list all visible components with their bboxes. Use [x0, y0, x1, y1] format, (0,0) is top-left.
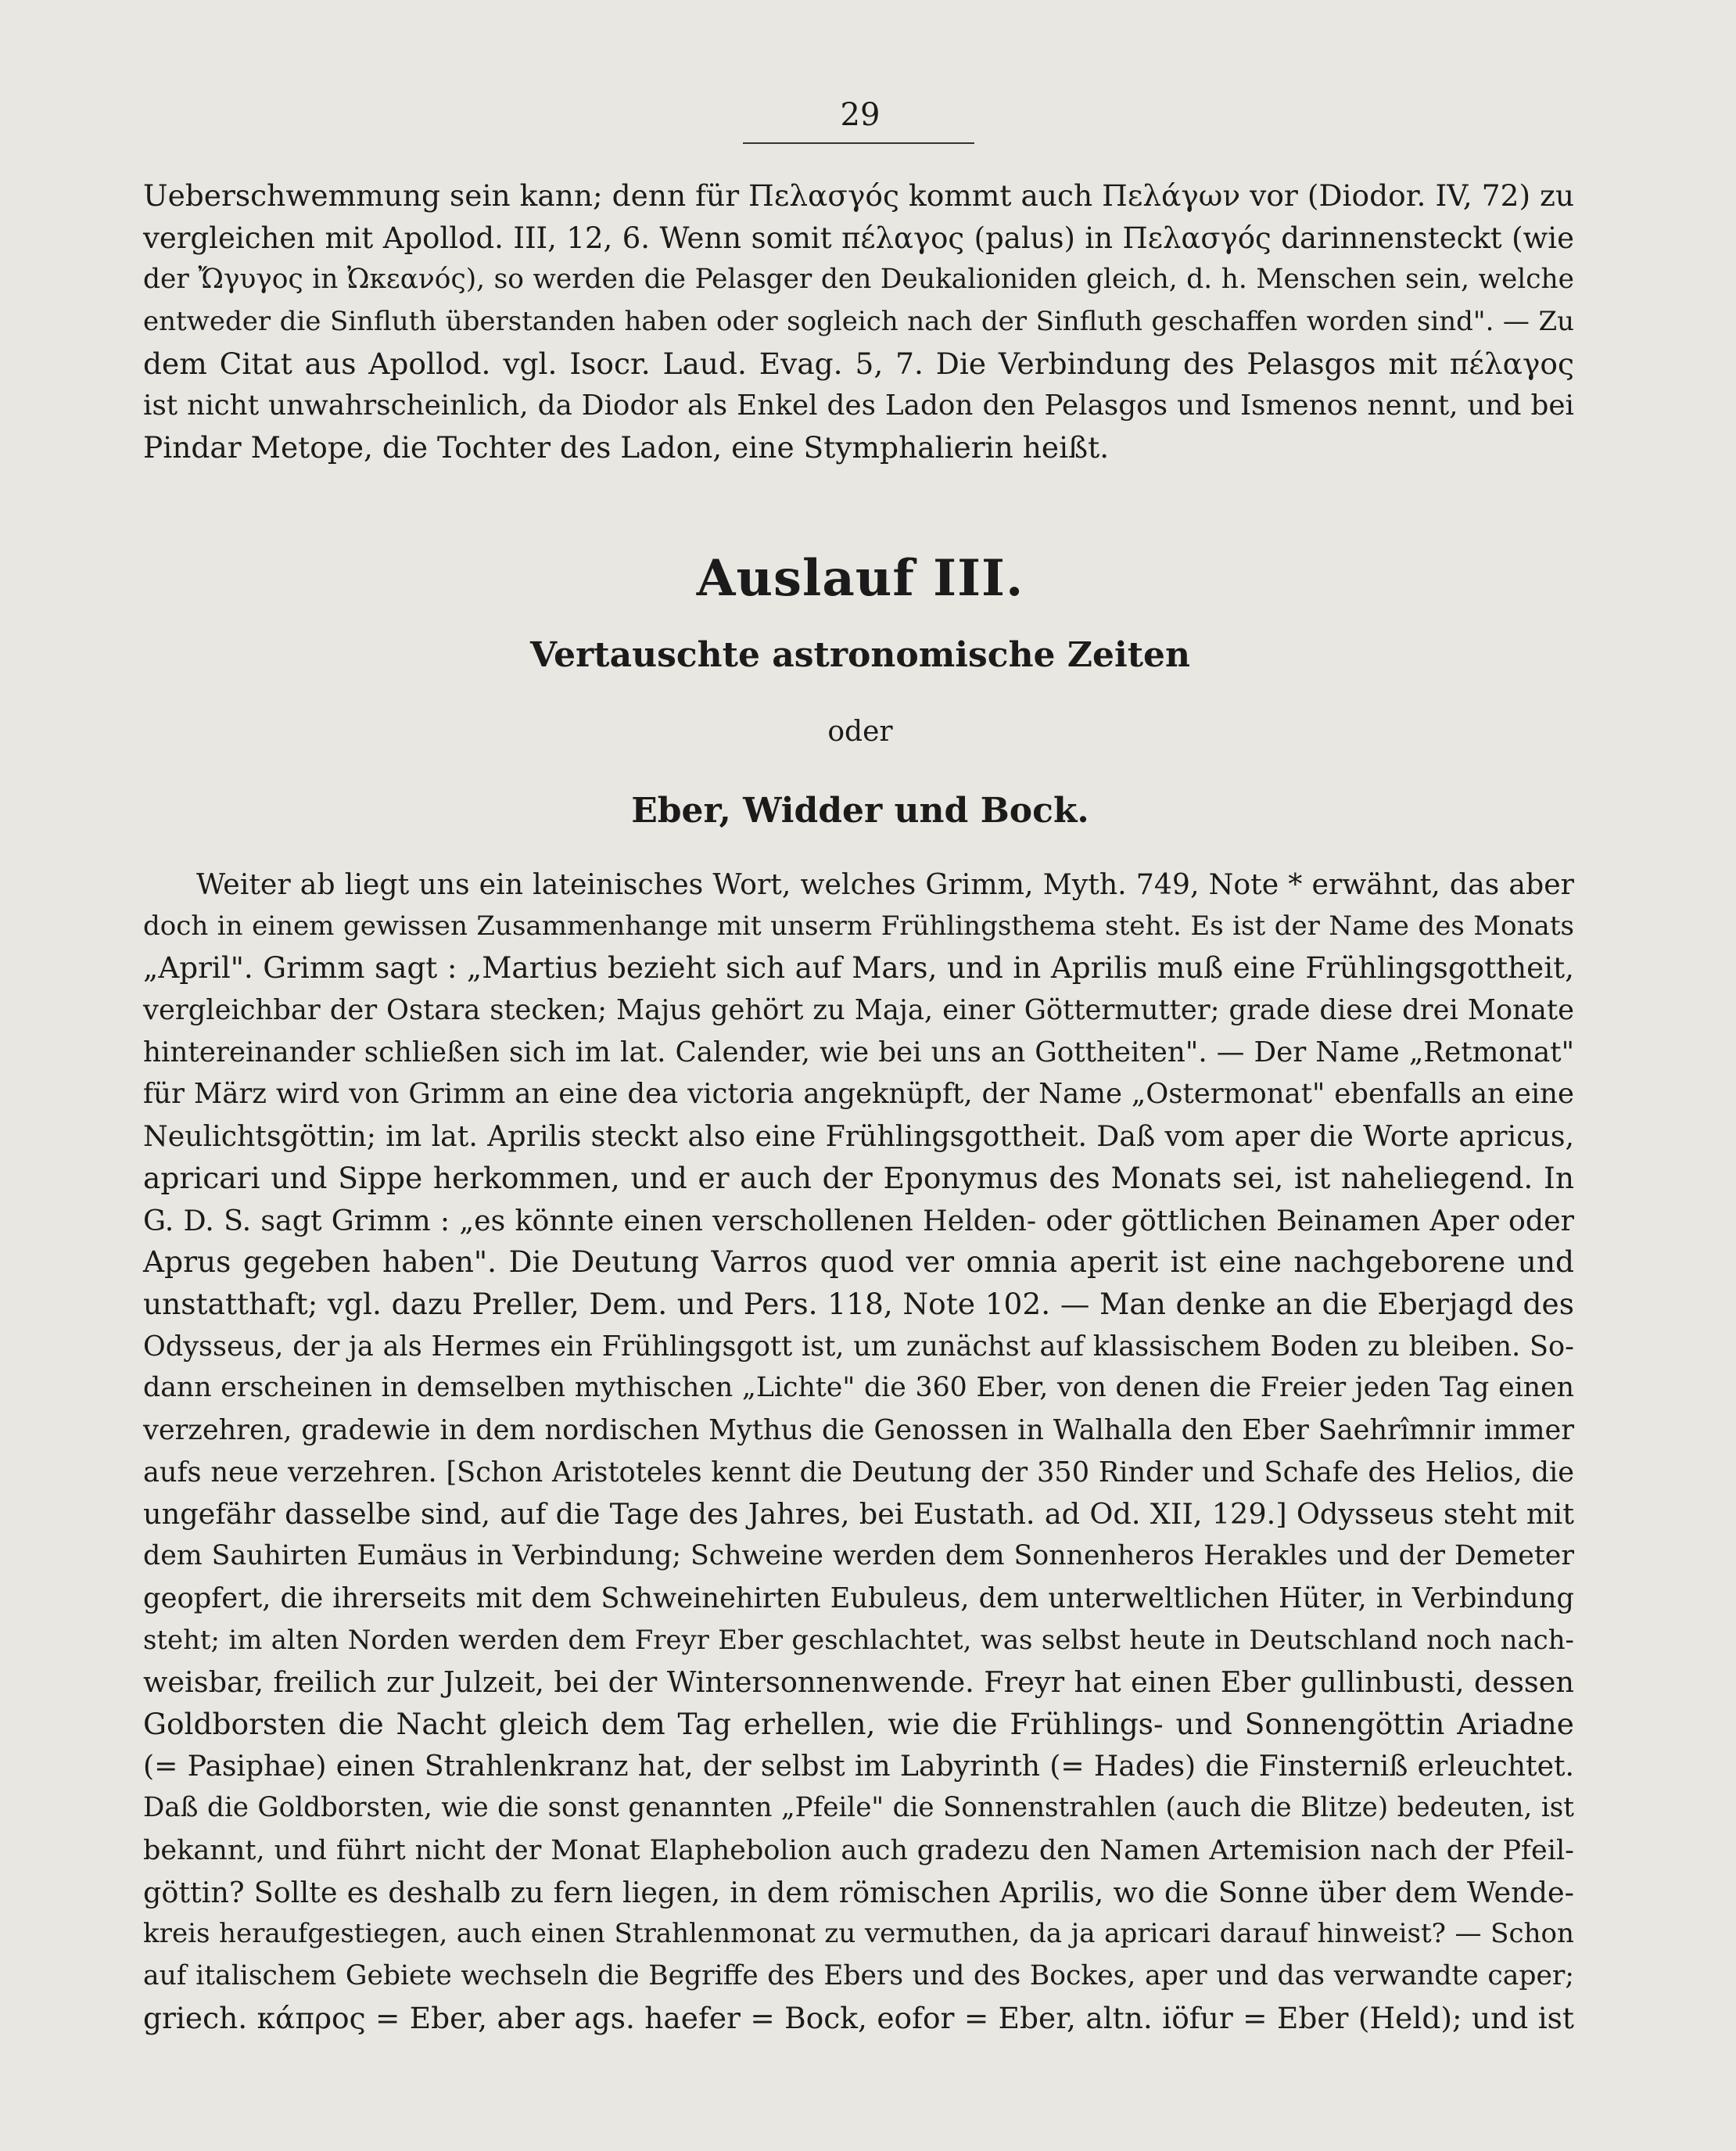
text-line: verzehren, gradewie in dem nordischen Mythus die Genossen in Walhalla den Eber Saehrîmnir immer	[143, 1413, 1574, 1446]
text-line: entweder die Sinfluth überstanden haben oder sogleich nach der Sinfluth geschaffen worden sind". — Zu	[143, 306, 1574, 338]
text-line: „April". Grimm sagt : „Martius bezieht sich auf Mars, und in Aprilis muß eine Frühlingsgottheit,	[143, 950, 1574, 986]
text-line: Goldborsten die Nacht gleich dem Tag erhellen, wie die Frühlings- und Sonnengöttin Ariadne	[143, 1706, 1574, 1741]
text-line: G. D. S. sagt Grimm : „es könnte einen verschollenen Helden- oder göttlichen Beinamen Aper oder	[143, 1203, 1574, 1237]
section-title: Auslauf III.	[696, 549, 1024, 608]
text-line: Weiter ab liegt uns ein lateinisches Wort, welches Grimm, Myth. 749, Note * erwähnt, das aber	[196, 867, 1574, 901]
text-line: auf italischem Gebiete wechseln die Begriffe des Ebers und des Bockes, aper und das verwandte caper;	[143, 1959, 1574, 1991]
text-line: göttin? Sollte es deshalb zu fern liegen, in dem römischen Aprilis, wo die Sonne über dem Wende-	[143, 1875, 1574, 1909]
paragraph-continued	[143, 175, 1574, 469]
text-line: (= Pasiphae) einen Strahlenkranz hat, der selbst im Labyrinth (= Hades) die Finsterniß erleuchtet.	[143, 1749, 1574, 1783]
text-line: für März wird von Grimm an eine dea victoria angeknüpft, der Name „Ostermonat" ebenfalls an eine	[143, 1078, 1574, 1111]
text-line: vergleichbar der Ostara stecken; Majus gehört zu Maja, einer Göttermutter; grade diese drei Monate	[143, 994, 1574, 1027]
text-line: Neulichtsgöttin; im lat. Aprilis steckt also eine Frühlingsgottheit. Daß vom aper die Worte apricus,	[143, 1119, 1574, 1154]
text-line: dem Sauhirten Eumäus in Verbindung; Schweine werden dem Sonnenheros Herakles und der Demeter	[143, 1540, 1574, 1571]
text-line: der Ὤγυγος in Ὠκεανός), so werden die Pelasger den Deukalioniden gleich, d. h. Menschen sein, welche	[143, 264, 1574, 296]
page-number: 29	[840, 97, 881, 133]
header-rule	[743, 142, 974, 144]
paragraph-main	[143, 864, 1574, 2039]
text-line: ist nicht unwahrscheinlich, da Diodor als Enkel des Ladon den Pelasgos und Ismenos nennt, und bei	[143, 390, 1574, 422]
text-line: Ueberschwemmung sein kann; denn für Πελασγός kommt auch Πελάγων vor (Diodor. IV, 72) zu	[143, 178, 1574, 213]
text-line: hintereinander schließen sich im lat. Calender, wie bei uns an Gottheiten". — Der Name „Retmonat"	[143, 1036, 1574, 1068]
text-line: Daß die Goldborsten, wie die sonst genannten „Pfeile" die Sonnenstrahlen (auch die Blitze) bedeuten, ist	[143, 1792, 1574, 1824]
text-line: unstatthaft; vgl. dazu Preller, Dem. und Pers. 118, Note 102. — Man denke an die Eberjagd des	[143, 1286, 1574, 1321]
section-connector: oder	[827, 716, 893, 748]
text-line: Aprus gegeben haben". Die Deutung Varros quod ver omnia aperit ist eine nachgeborene und	[143, 1244, 1574, 1280]
text-line: steht; im alten Norden werden dem Freyr Eber geschlachtet, was selbst heute in Deutschland noch nach-	[143, 1625, 1574, 1656]
section-subtitle-2: Eber, Widder und Bock.	[631, 791, 1089, 831]
text-line: dem Citat aus Apollod. vgl. Isocr. Laud. Evag. 5, 7. Die Verbindung des Pelasgos mit πέλαγος	[143, 346, 1574, 381]
text-line: griech. κάπρος = Eber, aber ags. haefer = Bock, eofor = Eber, altn. iöfur = Eber (Held); und ist	[143, 2000, 1574, 2035]
section-subtitle: Vertauschte astronomische Zeiten	[529, 635, 1191, 675]
text-line: kreis heraufgestiegen, auch einen Strahlenmonat zu vermuthen, da ja apricari darauf hinweist? — Schon	[143, 1918, 1574, 1950]
text-line: bekannt, und führt nicht der Monat Elaphebolion auch gradezu den Namen Artemision nach der Pfeil-	[143, 1833, 1574, 1866]
text-line: weisbar, freilich zur Julzeit, bei der Wintersonnenwende. Freyr hat einen Eber gullinbusti, dessen	[143, 1665, 1574, 1700]
text-line: doch in einem gewissen Zusammenhange mit unserm Frühlingsthema steht. Es ist der Name des Monats	[143, 910, 1574, 942]
text-line: ungefähr dasselbe sind, auf die Tage des Jahres, bei Eustath. ad Od. XII, 129.] Odysseus steht mit	[143, 1497, 1574, 1532]
text-line: apricari und Sippe herkommen, und er auch der Eponymus des Monats sei, ist naheliegend. In	[143, 1160, 1574, 1195]
text-line: geopfert, die ihrerseits mit dem Schweinehirten Eubuleus, dem unterweltlichen Hüter, in Verbindung	[143, 1582, 1574, 1614]
text-line: Odysseus, der ja als Hermes ein Frühlingsgott ist, um zunächst auf klassischem Boden zu bleiben. So-	[143, 1330, 1574, 1363]
text-line: vergleichen mit Apollod. III, 12, 6. Wenn somit πέλαγος (palus) in Πελασγός darinnensteckt (wie	[143, 221, 1574, 255]
text-line: aufs neue verzehren. [Schon Aristoteles kennt die Deutung der 350 Rinder und Schafe des Helios, die	[143, 1456, 1574, 1488]
text-line: dann erscheinen in demselben mythischen „Lichte" die 360 Eber, von denen die Freier jeden Tag einen	[143, 1372, 1574, 1404]
text-line: Pindar Metope, die Tochter des Ladon, eine Stymphalierin heißt.	[143, 430, 1110, 465]
